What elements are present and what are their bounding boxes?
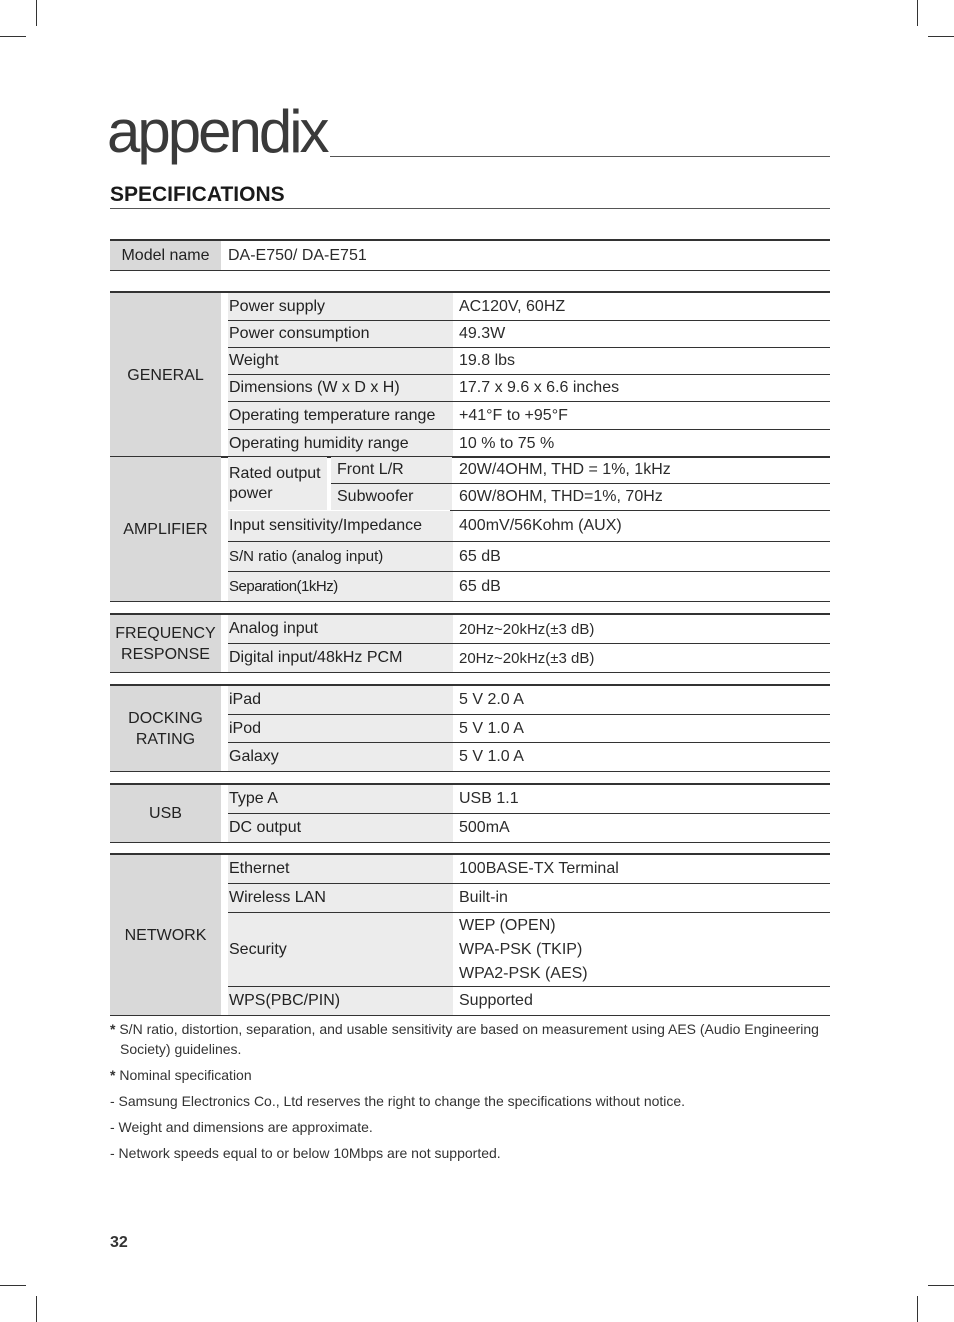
table-row (228, 987, 830, 1015)
spec-key: Power consumption (228, 321, 453, 347)
crop-mark (0, 1285, 26, 1286)
front-lr-value: 20W/4OHM, THD = 1%, 1kHz (459, 461, 671, 478)
spec-key: Wireless LAN (228, 884, 453, 912)
network-label: NETWORK (110, 855, 221, 1015)
docking-label-line2: RATING (135, 730, 196, 748)
spec-value: 17.7 x 9.6 x 6.6 inches (459, 379, 620, 396)
network-block (110, 853, 830, 1016)
spec-key: Weight (228, 348, 453, 374)
table-row (228, 572, 830, 601)
table-row (228, 615, 830, 643)
general-block (110, 291, 830, 458)
footnote-marker: * (110, 1067, 116, 1083)
spec-value: WPA-PSK (TKIP) (459, 940, 583, 958)
spec-value: 500mA (459, 819, 510, 836)
rated-output-label: Rated output power (228, 457, 327, 510)
footnote (110, 1019, 830, 1059)
table-row (228, 321, 830, 347)
section-heading: SPECIFICATIONS (110, 183, 285, 206)
subwoofer-value: 60W/8OHM, THD=1%, 70Hz (459, 488, 663, 505)
spec-value: 5 V 2.0 A (459, 691, 524, 708)
spec-value: 20Hz~20kHz(±3 dB) (459, 620, 595, 638)
usb-block (110, 783, 830, 843)
table-row (228, 855, 830, 883)
crop-mark (928, 1285, 954, 1286)
model-value: DA-E750/ DA-E751 (228, 246, 367, 264)
amplifier-block (110, 456, 830, 602)
spec-key: Type A (228, 785, 453, 813)
spec-key: DC output (228, 814, 453, 842)
page-title: appendix (107, 98, 327, 165)
spec-value: 20Hz~20kHz(±3 dB) (459, 649, 595, 667)
usb-label: USB (110, 785, 221, 842)
spec-value: WPA2-PSK (AES) (459, 964, 588, 982)
table-row (228, 542, 830, 571)
spec-value: 400mV/56Kohm (AUX) (459, 517, 622, 534)
spec-value: 10 % to 75 % (459, 434, 555, 452)
table-row (228, 511, 830, 541)
footnote (110, 1065, 830, 1085)
model-label: Model name (110, 241, 221, 270)
table-row (228, 430, 830, 457)
spec-value: 19.8 lbs (459, 352, 516, 369)
spec-key: Input sensitivity/Impedance (228, 511, 453, 541)
front-lr-label: Front L/R (331, 457, 452, 483)
docking-label (110, 686, 221, 771)
section-rule (110, 208, 830, 209)
crop-mark (928, 36, 954, 37)
table-row (228, 884, 830, 912)
crop-mark (917, 1296, 918, 1322)
frequency-label-line1: FREQUENCY (115, 624, 216, 642)
frequency-block (110, 613, 830, 673)
spec-key: Analog input (228, 615, 453, 643)
table-row (228, 293, 830, 320)
spec-key: Operating temperature range (228, 402, 453, 429)
title-rule (330, 156, 830, 157)
table-row (228, 375, 830, 401)
crop-mark (36, 1296, 37, 1322)
spec-value: 65 dB (459, 577, 501, 595)
spec-value: 5 V 1.0 A (459, 748, 524, 765)
spec-value: 49.3W (459, 325, 506, 342)
spec-value: Supported (459, 992, 533, 1009)
model-block (110, 239, 830, 271)
footnote-text: Nominal specification (119, 1067, 252, 1083)
spec-key: Digital input/48kHz PCM (228, 644, 453, 672)
spec-key: Power supply (228, 293, 453, 320)
crop-mark (36, 0, 37, 26)
spec-value: Built-in (459, 889, 508, 906)
spec-key: Security (228, 913, 453, 986)
crop-mark (0, 36, 26, 37)
frequency-label-line2: RESPONSE (121, 645, 210, 663)
table-row (228, 686, 830, 714)
subwoofer-label: Subwoofer (331, 484, 452, 510)
spec-key: WPS(PBC/PIN) (228, 987, 453, 1015)
spec-value: 5 V 1.0 A (459, 719, 524, 737)
page-number: 32 (110, 1234, 128, 1251)
spec-value: USB 1.1 (459, 790, 519, 807)
table-row (228, 402, 830, 429)
footnote-marker: * (110, 1021, 116, 1037)
table-row (228, 814, 830, 842)
spec-value: AC120V, 60HZ (459, 297, 566, 315)
crop-mark (917, 0, 918, 26)
amplifier-label: AMPLIFIER (110, 457, 221, 601)
spec-value: WEP (OPEN) (459, 916, 556, 934)
table-row (228, 743, 830, 771)
spec-key: Separation(1kHz) (228, 572, 453, 601)
spec-key: iPad (228, 686, 453, 714)
footnote: - Weight and dimensions are approximate. (110, 1119, 373, 1135)
frequency-label (110, 615, 221, 672)
spec-key: iPod (228, 715, 453, 742)
table-row (228, 348, 830, 374)
spec-key: Galaxy (228, 743, 453, 771)
spec-key: Ethernet (228, 855, 453, 883)
spec-key: Dimensions (W x D x H) (228, 375, 453, 401)
footnote: - Network speeds equal to or below 10Mbps are not supported. (110, 1145, 501, 1161)
footnote: - Samsung Electronics Co., Ltd reserves the right to change the specifications without notice. (110, 1093, 686, 1109)
table-row (228, 644, 830, 672)
docking-label-line1: DOCKING (128, 709, 203, 727)
spec-value: +41°F to +95°F (459, 406, 568, 424)
spec-key: Operating humidity range (228, 430, 453, 457)
table-row (228, 715, 830, 742)
spec-value: 100BASE-TX Terminal (459, 860, 619, 877)
table-row (228, 785, 830, 813)
footnotes (110, 1019, 830, 1169)
docking-block (110, 684, 830, 772)
spec-key: S/N ratio (analog input) (228, 542, 453, 571)
security-values (458, 913, 830, 986)
table-row (228, 913, 830, 986)
spec-value: 65 dB (459, 547, 501, 565)
footnote-text: S/N ratio, distortion, separation, and usable sensitivity are based on measurement using AES (Audio Engineering Society) guidelines. (119, 1021, 819, 1057)
general-label: GENERAL (110, 293, 221, 457)
